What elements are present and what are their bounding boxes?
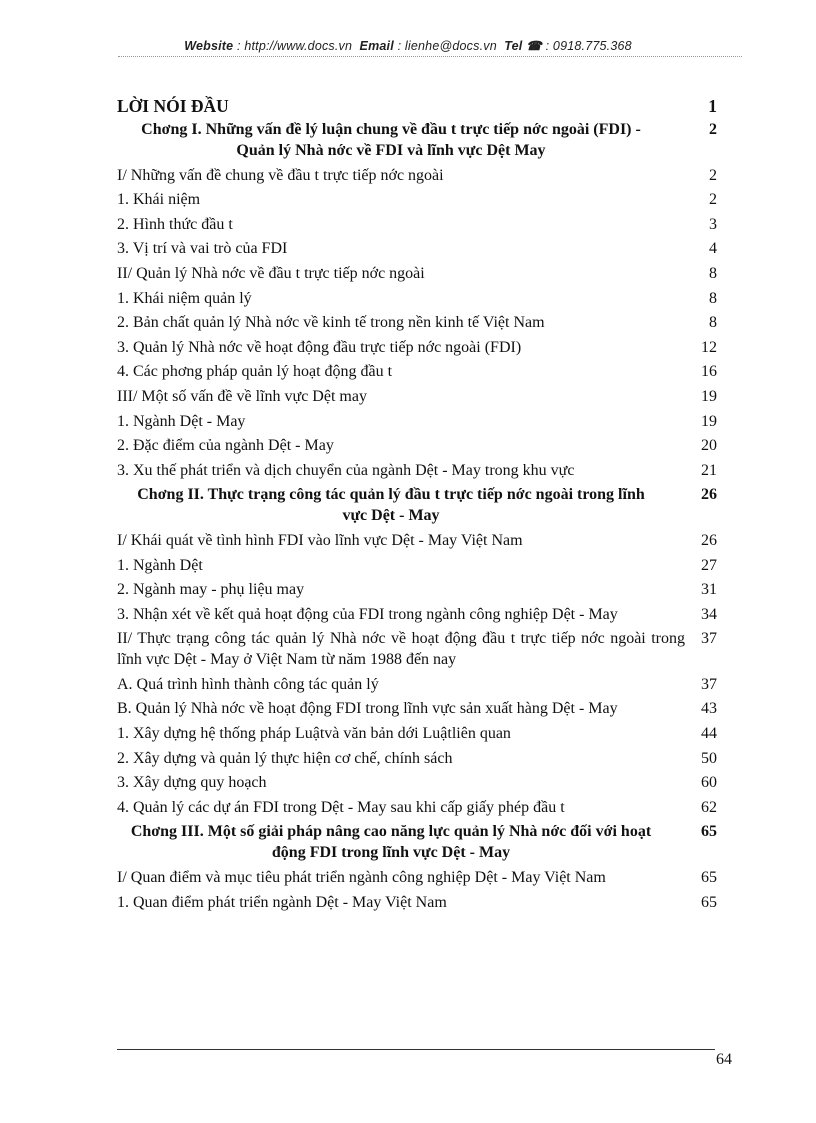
toc-entry-text: I/ Khái quát về tình hình FDI vào lĩnh vực Dệt - May Việt Nam [117,531,523,549]
toc-entry-text: III/ Một số vấn đề về lĩnh vực Dệt may [117,387,367,405]
toc-page-number: 19 [701,412,717,430]
toc-entry-text: B. Quản lý Nhà nớc về hoạt động FDI trong lĩnh vực sản xuất hàng Dệt - May [117,700,618,718]
toc-page-number: 31 [701,581,717,599]
toc-row [117,460,717,481]
toc-row [117,165,717,186]
website-value: : http://www.docs.vn [237,39,353,53]
toc-entry-text: 2. Bản chất quản lý Nhà nớc về kinh tế trong nền kinh tế Việt Nam [117,314,545,332]
email-value: : lienhe@docs.vn [397,39,497,53]
toc-page-number: 2 [709,166,717,184]
toc-row [117,530,717,551]
toc-row [117,555,717,576]
toc-entry-text: 2. Đặc điểm của ngành Dệt - May [117,437,334,455]
toc-row [117,386,717,407]
toc-entry-text: 2. Ngành may - phụ liệu may [117,581,305,599]
toc-page-number: 37 [701,630,717,648]
toc-entry-text: 3. Xây dựng quy hoạch [117,774,267,792]
toc-entry-text: I/ Quan điểm và mục tiêu phát triển ngành công nghiệp Dệt - May Việt Nam [117,869,606,887]
toc-entry-text: 2. Xây dựng và quản lý thực hiện cơ chế, chính sách [117,749,453,767]
toc-page-number: 34 [701,605,717,623]
toc-entry-text: 3. Xu thế phát triển và dịch chuyển của ngành Dệt - May trong khu vực [117,461,575,479]
toc-row [117,288,717,309]
toc-entry-text: 1. Khái niệm quản lý [117,289,252,307]
toc-entry-text: 3. Quản lý Nhà nớc về hoạt động đầu trực tiếp nớc ngoài (FDI) [117,338,522,356]
toc-row [117,723,717,744]
toc-page-number: 19 [701,387,717,405]
toc-page-number: 21 [701,461,717,479]
website-label: Website [184,39,234,53]
toc-title-row [117,96,717,117]
toc-page-number: 8 [709,289,717,307]
header-divider [118,56,742,57]
toc-page-number: 4 [709,240,717,258]
toc-entry-text: Chơng III. Một số giải pháp nâng cao năng lực quản lý Nhà nớc đối với hoạt động FDI trong lĩnh vực Dệt - May [130,823,652,862]
toc-row [117,797,717,818]
toc-page-number: 26 [701,531,717,549]
toc-chapter-row [117,484,717,526]
toc-entry-text: 1. Xây dựng hệ thống pháp Luậtvà văn bản dới Luậtliên quan [117,725,511,743]
toc-chapter-row [117,821,717,863]
toc-row [117,772,717,793]
toc-entry-text: 2. Hình thức đầu t [117,215,233,233]
toc-entry-text: 3. Vị trí và vai trò của FDI [117,240,288,258]
toc-row [117,435,717,456]
toc-page-number: 50 [701,749,717,767]
toc-page-number: 8 [709,314,717,332]
toc-entry-text: I/ Những vấn đề chung về đầu t trực tiếp nớc ngoài [117,166,444,184]
toc-entry-text: 4. Các phơng pháp quản lý hoạt động đầu t [117,363,393,381]
toc-chapter-row [117,119,717,161]
toc-page-number: 65 [701,893,717,911]
toc-page-number: 37 [701,675,717,693]
toc-entry-text: II/ Thực trạng công tác quản lý Nhà nớc về hoạt động đầu t trực tiếp nớc ngoài trong lĩnh vực Dệt - May ở Việt Nam từ năm 1988 đến nay [117,630,685,669]
toc-row [117,361,717,382]
toc-row [117,698,717,719]
toc-entry-text: Chơng II. Thực trạng công tác quản lý đầu t trực tiếp nớc ngoài trong lĩnh vực Dệt - May [137,486,645,525]
toc-entry-text: Chơng I. Những vấn đề lý luận chung về đầu t trực tiếp nớc ngoài (FDI) - Quản lý Nhà nớc về FDI và lĩnh vực Dệt May [141,121,641,159]
toc-row [117,628,717,670]
toc-page-number: 60 [701,774,717,792]
page-header [0,38,816,53]
toc-row [117,604,717,625]
toc-page-number: 20 [701,437,717,455]
footer-divider [117,1049,715,1050]
toc-row [117,867,717,888]
toc-page-number: 8 [709,264,717,282]
toc-page-number: 16 [701,363,717,381]
toc-row [117,312,717,333]
toc-row [117,189,717,210]
toc-page-number: 12 [701,338,717,356]
toc-title: LỜI NÓI ĐẦU [117,96,229,116]
toc-page-number: 65 [701,823,717,841]
toc-page-number: 26 [701,486,717,504]
toc-entry-text: 1. Khái niệm [117,191,201,209]
toc-page-number: 43 [701,700,717,718]
tel-value: : 0918.775.368 [545,39,632,53]
page-number: 64 [716,1051,732,1068]
toc-page-number: 3 [709,215,717,233]
toc-entry-text: 1. Ngành Dệt - May [117,412,246,430]
toc-entry-text: 1. Quan điểm phát triển ngành Dệt - May Việt Nam [117,893,447,911]
toc-entry-text: 4. Quản lý các dự án FDI trong Dệt - May sau khi cấp giấy phép đầu t [117,798,565,816]
toc-page-number: 1 [708,96,717,116]
toc-page-number: 2 [709,191,717,209]
toc-page-number: 62 [701,798,717,816]
toc-row [117,263,717,284]
toc-entry-text: A. Quá trình hình thành công tác quản lý [117,675,379,693]
toc-entry-text: 1. Ngành Dệt [117,556,203,574]
table-of-contents [117,96,717,916]
toc-page-number: 65 [701,869,717,887]
tel-label: Tel [504,39,523,53]
toc-row [117,411,717,432]
toc-row [117,337,717,358]
toc-page-number: 27 [701,556,717,574]
toc-row [117,748,717,769]
toc-page-number: 2 [709,121,717,138]
toc-row [117,238,717,259]
toc-entry-text: 3. Nhận xét về kết quả hoạt động của FDI trong ngành công nghiệp Dệt - May [117,605,618,623]
email-label: Email [359,39,394,53]
toc-row [117,579,717,600]
toc-row [117,214,717,235]
toc-page-number: 44 [701,725,717,743]
toc-entry-text: II/ Quản lý Nhà nớc về đầu t trực tiếp nớc ngoài [117,264,425,282]
toc-row [117,892,717,913]
phone-icon: ☎ [526,39,542,53]
toc-row [117,674,717,695]
